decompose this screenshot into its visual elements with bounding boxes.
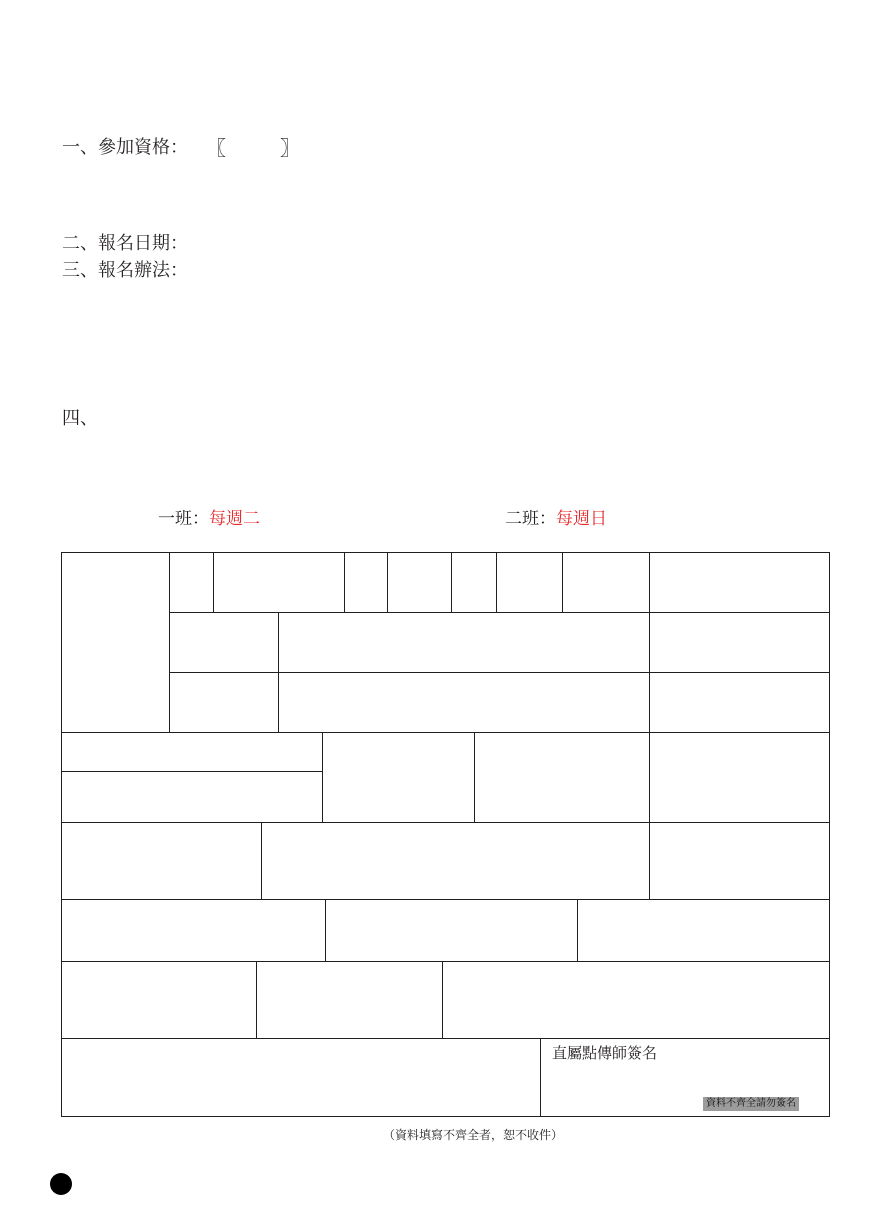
class-one-day: 每週二: [209, 509, 260, 529]
qualification-bracket-close: 〗: [280, 136, 300, 160]
grid-line: [344, 552, 345, 613]
grid-line: [442, 961, 443, 1039]
grid-line: [213, 552, 214, 613]
grid-line: [322, 732, 323, 822]
grid-line: [577, 899, 578, 962]
form-border-bottom: [61, 1116, 830, 1117]
grid-line: [169, 672, 830, 673]
grid-line: [61, 822, 830, 823]
grid-line: [169, 612, 830, 613]
grid-line: [61, 1038, 830, 1039]
registration-date-heading: 二、報名日期：: [62, 233, 188, 254]
qualification-heading: 一、參加資格：: [62, 137, 188, 158]
footnote: （資料填寫不齊全者，恕不收件）: [383, 1128, 564, 1142]
registration-method-heading: 三、報名辦法：: [62, 260, 188, 281]
grid-line: [562, 552, 563, 613]
grid-line: [61, 732, 830, 733]
class-one-prefix: 一班：: [158, 509, 209, 529]
grid-line: [496, 552, 497, 613]
class-two-prefix: 二班：: [505, 509, 556, 529]
class-two-day: 每週日: [556, 509, 607, 529]
grid-line: [261, 822, 262, 900]
qualification-bracket-open: 〖: [206, 136, 226, 160]
grid-line: [61, 899, 830, 900]
grid-line: [61, 961, 830, 962]
grid-line: [325, 899, 326, 962]
form-border-right: [829, 552, 830, 1117]
grid-line: [169, 552, 170, 733]
grid-line: [649, 552, 650, 900]
grid-line: [451, 552, 452, 613]
section-four-heading: 四、: [62, 408, 98, 429]
signature-note-badge: 資料不齊全請勿簽名: [703, 1097, 799, 1111]
form-border-top: [61, 552, 830, 553]
grid-line: [387, 552, 388, 613]
grid-line: [61, 771, 323, 772]
grid-line: [540, 1038, 541, 1116]
form-border-left: [61, 552, 62, 1117]
page-marker-dot: [50, 1173, 72, 1195]
grid-line: [256, 961, 257, 1039]
grid-line: [474, 732, 475, 822]
signature-label: 直屬點傳師簽名: [552, 1044, 658, 1062]
